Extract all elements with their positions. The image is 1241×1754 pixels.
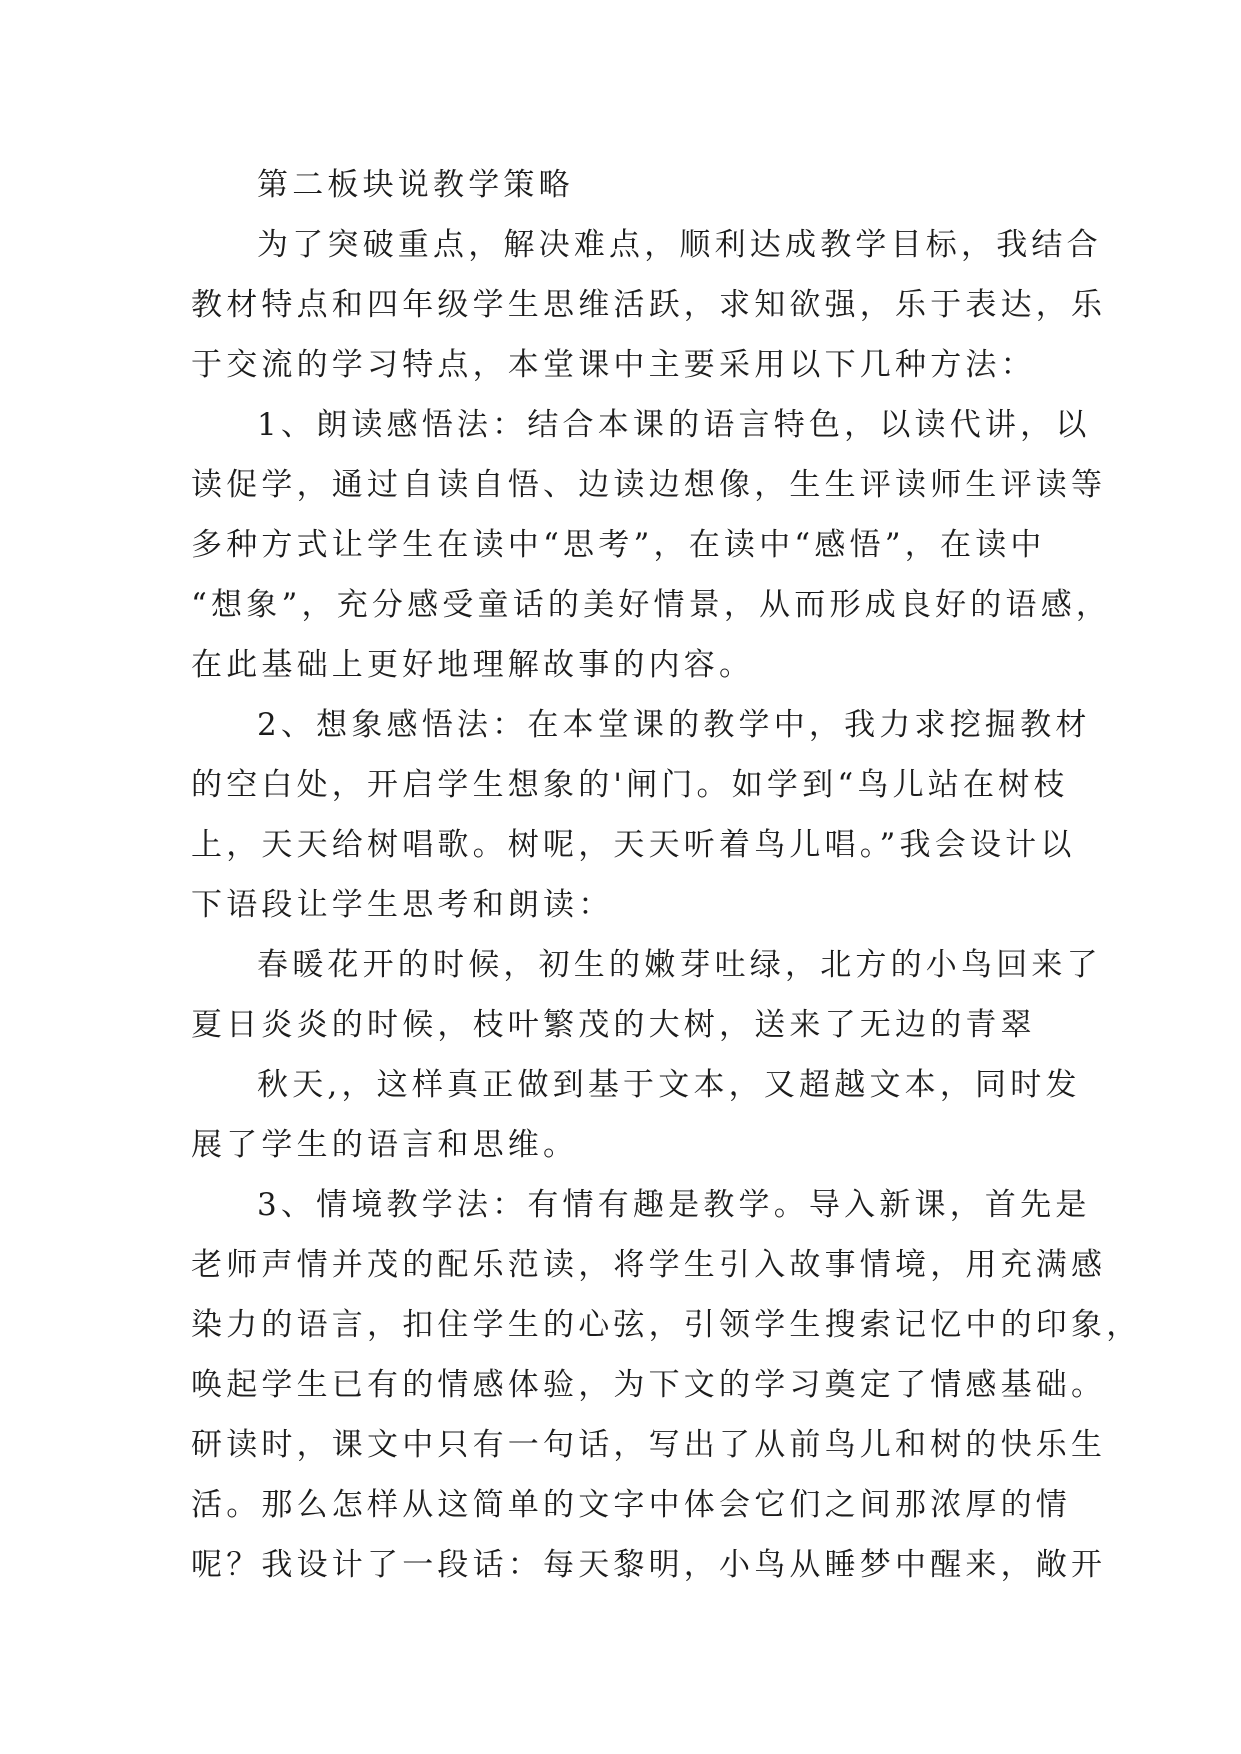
- text-line: 教材特点和四年级学生思维活跃，求知欲强，乐于表达，乐: [191, 287, 1107, 323]
- text-line: 的空白处，开启学生想象的'闸门。如学到“鸟儿站在树枝: [191, 767, 1069, 803]
- section-heading: 第二板块说教学策略: [257, 167, 574, 203]
- text-line: 夏日炎炎的时候，枝叶繁茂的大树，送来了无边的青翠: [191, 1007, 1036, 1043]
- text-line: 于交流的学习特点，本堂课中主要采用以下几种方法：: [191, 347, 1036, 383]
- text-line: 多种方式让学生在读中“思考”，在读中“感悟”，在读中: [191, 527, 1046, 563]
- text-line: 1、朗读感悟法：结合本课的语言特色，以读代讲，以: [257, 407, 1091, 443]
- text-line: 在此基础上更好地理解故事的内容。: [191, 647, 755, 683]
- text-line: 上，天天给树唱歌。树呢，天天听着鸟儿唱。”我会设计以: [191, 827, 1076, 863]
- text-line: 读促学，通过自读自悟、边读边想像，生生评读师生评读等: [191, 467, 1107, 503]
- text-line: 染力的语言，扣住学生的心弦，引领学生搜索记忆中的印象，: [191, 1307, 1142, 1343]
- text-line: 3、情境教学法：有情有趣是教学。导入新课，首先是: [257, 1187, 1091, 1223]
- text-line: 春暖花开的时候，初生的嫩芽吐绿，北方的小鸟回来了: [257, 947, 1102, 983]
- text-line: 展了学生的语言和思维。: [191, 1127, 579, 1163]
- text-line: “想象”，充分感受童话的美好情景，从而形成良好的语感，: [191, 587, 1112, 623]
- text-line: 研读时，课文中只有一句话，写出了从前鸟儿和树的快乐生: [191, 1427, 1107, 1463]
- text-line: 为了突破重点，解决难点，顺利达成教学目标，我结合: [257, 227, 1102, 263]
- text-line: 唤起学生已有的情感体验，为下文的学习奠定了情感基础。: [191, 1367, 1107, 1403]
- text-line: 2、想象感悟法：在本堂课的教学中，我力求挖掘教材: [257, 707, 1091, 743]
- text-line: 老师声情并茂的配乐范读，将学生引入故事情境，用充满感: [191, 1247, 1107, 1283]
- text-line: 秋天,，这样真正做到基于文本，又超越文本，同时发: [257, 1067, 1081, 1103]
- text-line: 呢？我设计了一段话：每天黎明，小鸟从睡梦中醒来，敞开: [191, 1547, 1107, 1583]
- text-line: 活。那么怎样从这简单的文字中体会它们之间那浓厚的情: [191, 1487, 1071, 1523]
- text-line: 下语段让学生思考和朗读：: [191, 887, 614, 923]
